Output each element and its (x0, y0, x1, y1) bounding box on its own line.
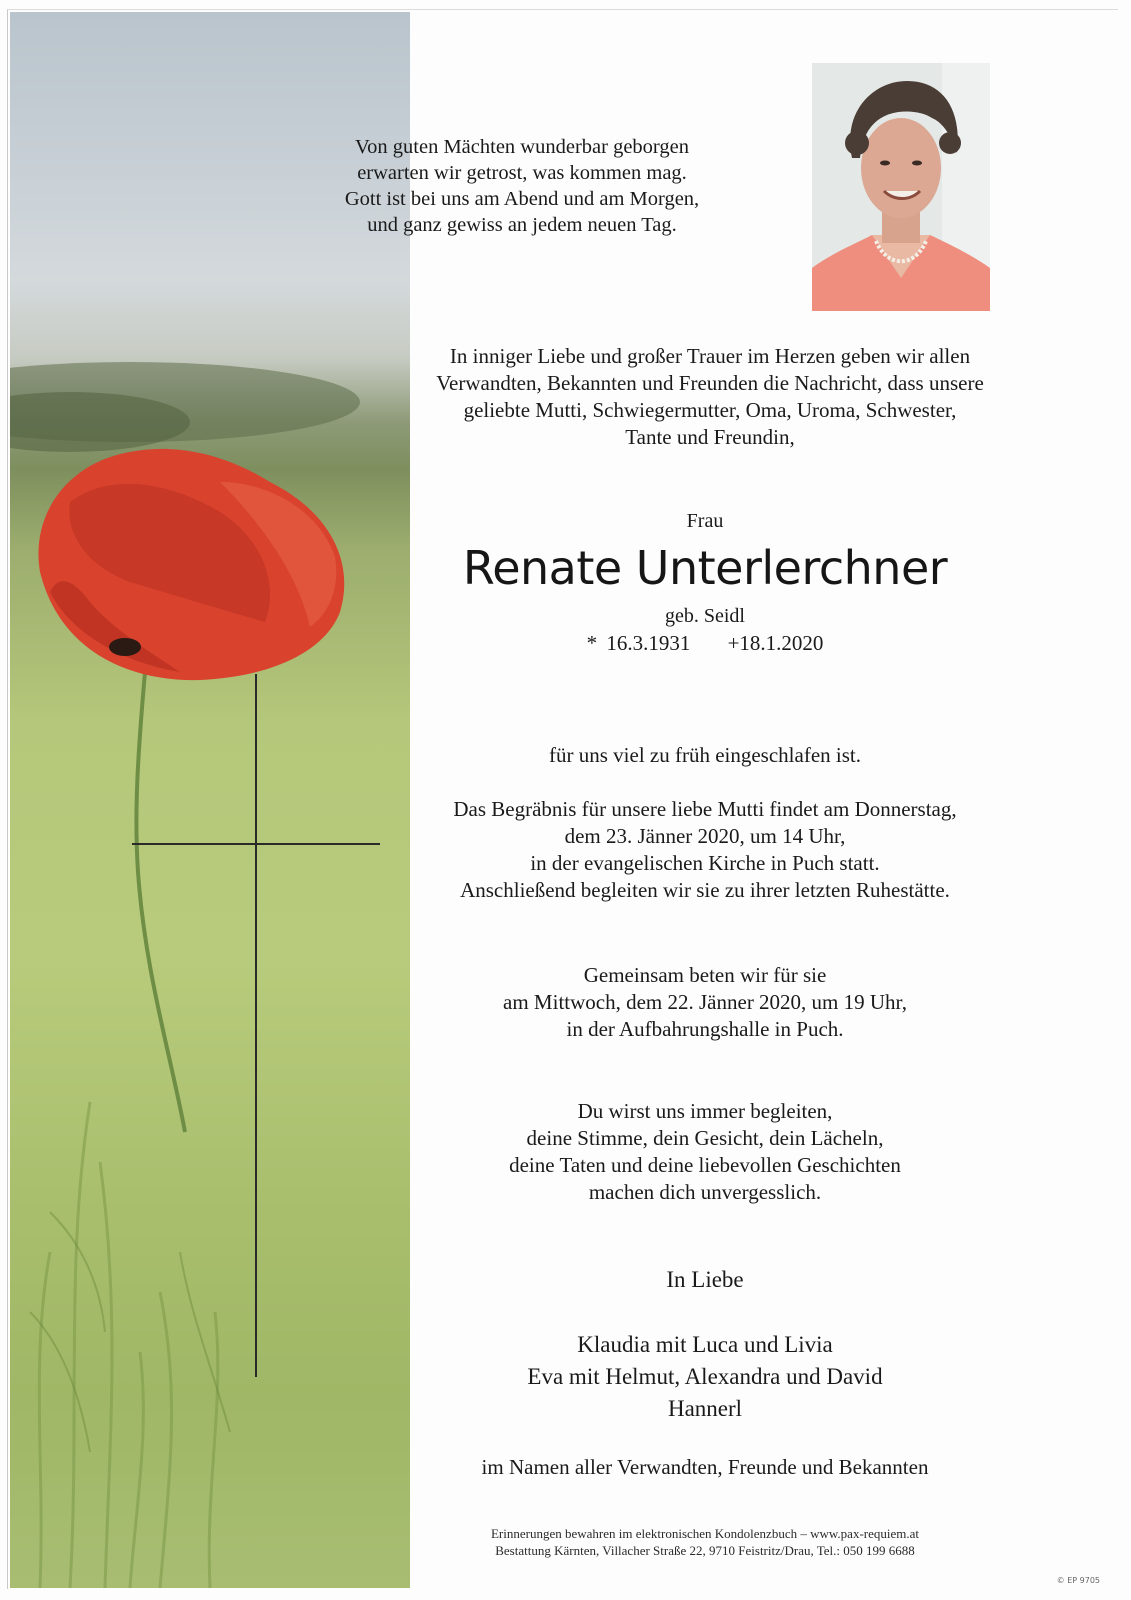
print-code: © EP 9705 (1056, 1576, 1100, 1585)
verse-quote: Von guten Mächten wunderbar geborgen erwarten wir getrost, was kommen mag. Gott ist bei uns am Abend und am Morgen, und ganz gewiss an jedem neuen Tag. (344, 136, 700, 236)
life-dates (500, 630, 910, 657)
salutation: Frau (686, 510, 724, 532)
footer-info (360, 1525, 1050, 1559)
asleep-line: für uns viel zu früh eingeschlafen ist. (549, 743, 861, 767)
cross-symbol (132, 674, 380, 1377)
deceased-name: Renate Unterlerchner (462, 541, 948, 595)
poppy-meadow-image (10, 12, 410, 1588)
announcement-text: In inniger Liebe und großer Trauer im Herzen geben wir allen Verwandten, Bekannten und Freunden die Nachricht, dass unsere geliebte Mutti, Schwiegermutter, Oma, Uroma, Schwester, Tante und Freundin, (436, 344, 984, 449)
funeral-home-line: Bestattung Kärnten, Villacher Straße 22, 9710 Feistritz/Drau, Tel.: 050 199 6688 (495, 1543, 915, 1558)
prayer-details: Gemeinsam beten wir für sie am Mittwoch, dem 22. Jänner 2020, um 19 Uhr, in der Aufbahrungshalle in Puch. (503, 963, 907, 1041)
funeral-details: Das Begräbnis für unsere liebe Mutti findet am Donnerstag, dem 23. Jänner 2020, um 14 Uhr, in der evangelischen Kirche in Puch statt. Anschließend begleiten wir sie zu ihrer letzten Ruhestätte. (453, 797, 957, 902)
maiden-name: geb. Seidl (665, 605, 745, 627)
on-behalf-line: im Namen aller Verwandten, Freunde und Bekannten (481, 1455, 929, 1479)
birth-date: * 16.3.1931 (586, 631, 691, 655)
mourners-list: Klaudia mit Luca und Livia Eva mit Helmut, Alexandra und David Hannerl (527, 1332, 883, 1421)
death-date: +18.1.2020 (727, 631, 824, 655)
poppy-illustration (10, 12, 410, 1588)
closing-line: In Liebe (666, 1267, 744, 1292)
portrait-photo (812, 63, 990, 311)
memorial-poem: Du wirst uns immer begleiten, deine Stimme, dein Gesicht, dein Lächeln, deine Taten und deine liebevollen Geschichten machen dich unvergesslich. (509, 1099, 901, 1204)
poppy-flower (38, 449, 344, 680)
condolence-book-line: Erinnerungen bewahren im elektronischen Kondolenzbuch – www.pax-requiem.at (490, 1526, 919, 1541)
